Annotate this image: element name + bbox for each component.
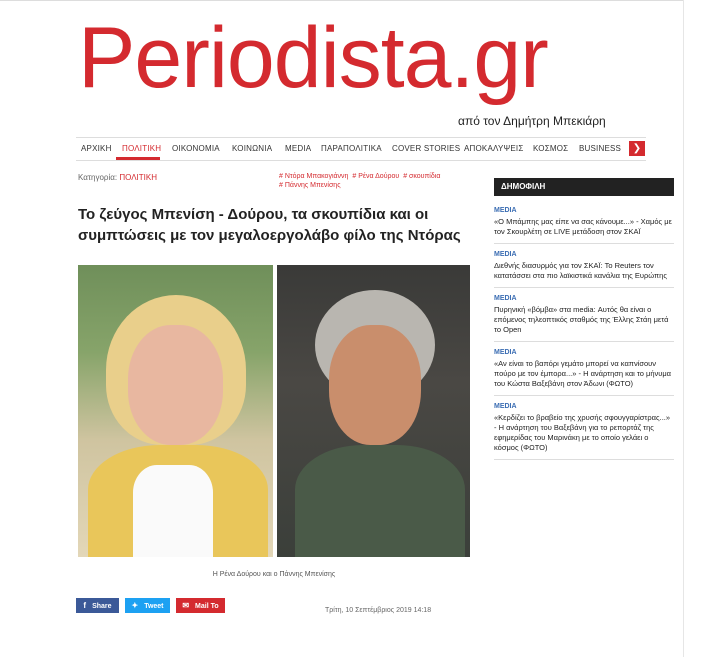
article-title: Το ζεύγος Μπενίση - Δούρου, τα σκουπίδια και οι συμπτώσεις με τον μεγαλοεργολάβο φίλο της Ντόρας (78, 206, 461, 244)
article-image (78, 265, 470, 557)
tag-link[interactable]: # Ρένα Δούρου (352, 173, 400, 180)
nav-item-media[interactable]: MEDIA (285, 144, 312, 153)
popular-item-title[interactable]: Διεθνής διασυρμός για τον ΣΚΑΪ: Το Reuters τον κατατάσσει στα πιο λαϊκιστικά κανάλια της Ευρώπης (494, 261, 667, 280)
chevron-right-icon[interactable]: ❯ (629, 141, 645, 156)
facebook-icon: f (83, 601, 87, 610)
photo-man (277, 265, 470, 557)
site-logo[interactable]: Periodista.gr (78, 10, 548, 106)
top-border (0, 0, 683, 1)
popular-item-title[interactable]: «Ο Μπάμπης μας είπε να σας κάνουμε...» - Χαμός με τον Σκουρλέτη σε LIVE μετάδοση στον ΣΚΑΪ (494, 217, 672, 236)
mail-share-label: Mail To (195, 603, 219, 610)
nav-item-parapolitika[interactable]: ΠΑΡΑΠΟΛΙΤΙΚΑ (321, 144, 382, 153)
popular-item-title[interactable]: Πυρηνική «βόμβα» στα media: Αυτός θα είναι ο επόμενος τηλεοπτικός σταθμός της Έλλης Στάη μετά το Open (494, 305, 669, 334)
popular-item[interactable] (494, 250, 674, 288)
popular-item[interactable] (494, 294, 674, 342)
tag-link[interactable]: # Πάννης Μπενίσης (279, 182, 341, 189)
popular-item-title[interactable]: «Κερδίζει το βραβείο της χρυσής σφουγγαρίστρας...» - Η ανάρτηση του Βαξεβάνη για το ρεπορτάζ της εφημερίδας του Μαρινάκη με το οποίο γελάει ο κόσμος (ΦΩΤΟ) (494, 413, 671, 452)
nav-item-cover-stories[interactable]: COVER STORIES (392, 144, 461, 153)
mail-icon: ✉ (182, 601, 190, 610)
article-date: Τρίτη, 10 Σεπτέμβριος 2019 14:18 (325, 607, 432, 614)
category-label: Κατηγορία: (78, 173, 118, 182)
article-tags (279, 172, 449, 190)
popular-item[interactable] (494, 206, 674, 244)
twitter-share-button[interactable] (125, 598, 170, 613)
popular-list (494, 206, 674, 466)
right-border (683, 0, 684, 657)
popular-item-category[interactable]: MEDIA (494, 403, 517, 410)
popular-item-category[interactable]: MEDIA (494, 349, 517, 356)
nav-item-society[interactable]: ΚΟΙΝΩΝΙΑ (232, 144, 273, 153)
nav-item-revelations[interactable]: ΑΠΟΚΑΛΥΨΕΙΣ (464, 144, 524, 153)
article-category (78, 173, 157, 182)
popular-item-category[interactable]: MEDIA (494, 207, 517, 214)
twitter-icon: ✦ (131, 601, 139, 610)
popular-item[interactable] (494, 348, 674, 396)
facebook-share-button[interactable] (76, 598, 119, 613)
nav-item-home[interactable]: ΑΡΧΙΚΗ (81, 144, 112, 153)
site-byline: από τον Δημήτρη Μπεκιάρη (458, 114, 606, 128)
image-caption: Η Ρένα Δούρου και ο Πάννης Μπενίσης (212, 571, 336, 578)
nav-item-world[interactable]: ΚΟΣΜΟΣ (533, 144, 569, 153)
popular-item-title[interactable]: «Αν είναι το βαπόρι γεμάτο μπορεί να καπνίσουν πούρο με τον έμπορα...» - Η ανάρτηση και το μήνυμα του Κώστα Βαξεβάνη στον Άδωνι (ΦΩΤΟ) (494, 359, 672, 388)
category-link[interactable]: ΠΟΛΙΤΙΚΗ (119, 173, 157, 182)
popular-item[interactable] (494, 402, 674, 460)
popular-item-category[interactable]: MEDIA (494, 295, 517, 302)
nav-item-economy[interactable]: ΟΙΚΟΝΟΜΙΑ (172, 144, 220, 153)
photo-woman (78, 265, 273, 557)
sidebar-heading: ΔΗΜΟΦΙΛΗ (494, 178, 674, 196)
tag-link[interactable]: # σκουπίδια (403, 173, 441, 180)
mail-share-button[interactable] (176, 598, 225, 613)
popular-item-category[interactable]: MEDIA (494, 251, 517, 258)
main-navigation (76, 137, 646, 161)
nav-active-indicator (116, 157, 160, 160)
tag-link[interactable]: # Ντόρα Μπακογιάννη (279, 173, 349, 180)
nav-item-politics[interactable]: ΠΟΛΙΤΙΚΗ (122, 144, 162, 153)
facebook-share-label: Share (92, 603, 112, 610)
nav-item-business[interactable]: BUSINESS (579, 144, 622, 153)
twitter-share-label: Tweet (144, 603, 164, 610)
